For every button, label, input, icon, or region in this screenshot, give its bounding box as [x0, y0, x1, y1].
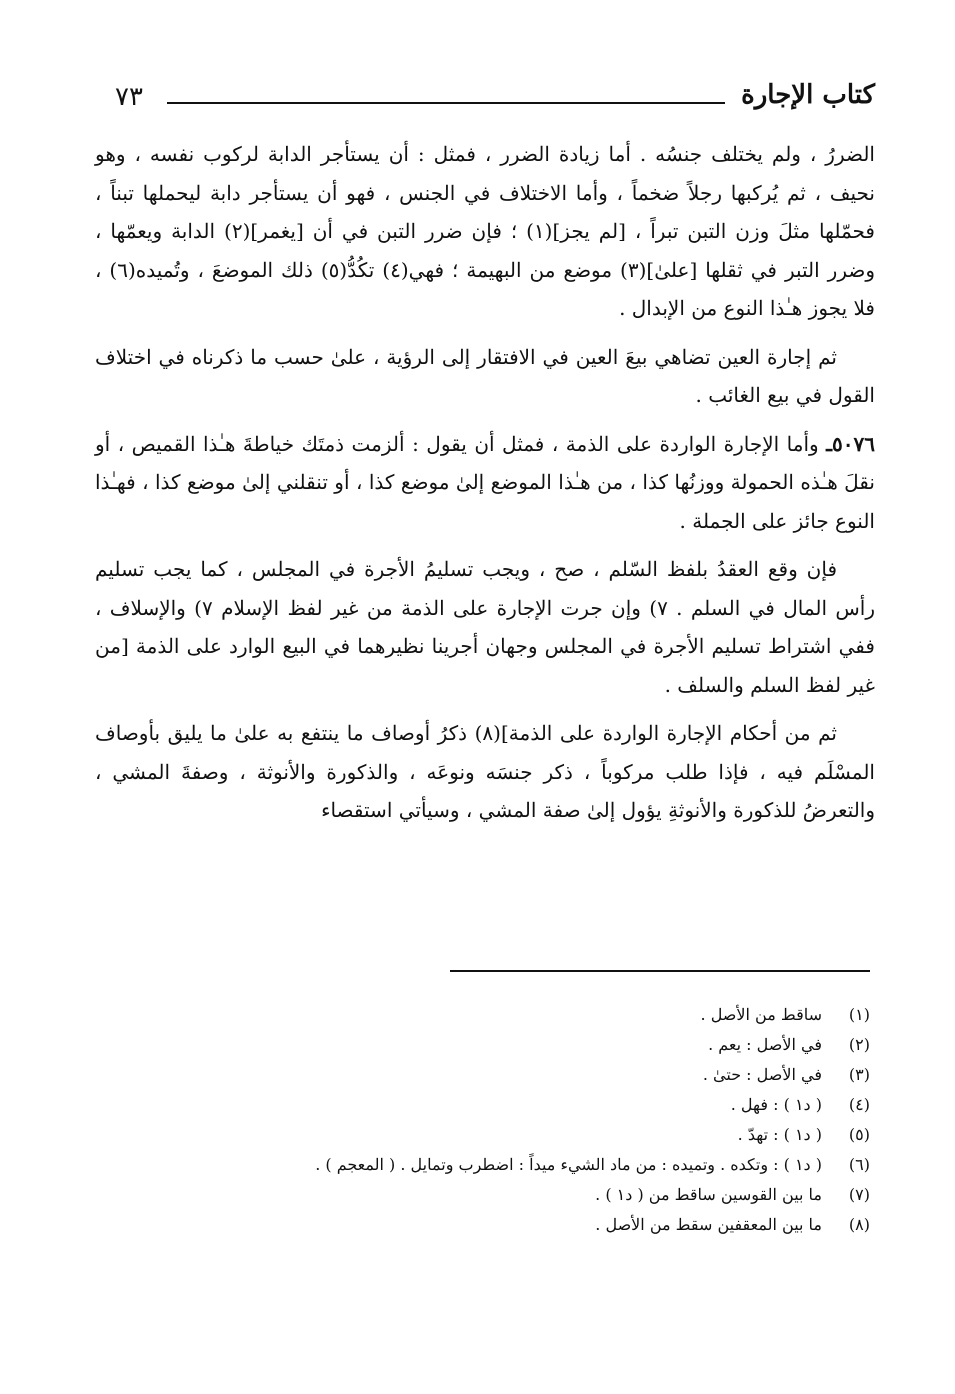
- paragraph-3: [95, 425, 875, 541]
- footnote: [170, 1060, 870, 1090]
- footnote-number: (٥): [848, 1125, 870, 1144]
- header-rule: [167, 102, 725, 104]
- book-title: كتاب الإجارة: [741, 80, 875, 110]
- footnote-text: ( د١ ) : فهل .: [730, 1095, 822, 1114]
- footnote-number: (٢): [848, 1035, 870, 1054]
- footnote: [170, 1210, 870, 1240]
- footnote-text: ما بين القوسين ساقط من ( د١ ) .: [595, 1185, 822, 1204]
- footnote-text: في الأصل : حتىٰ .: [702, 1065, 822, 1084]
- paragraph-1: الضررُ ، ولم يختلف جنسُه . أما زيادة الضرر ، فمثل : أن يستأجر الدابة لركوب نفسه ، وهو نحيف ، ثم يُركبها رجلاً ضخماً ، وأما الاختلاف في الجنس ، فهو أن يستأجر دابة ليحملها تبناً ، فحمّلها مثلَ وزن التبن تبراً ، [لم يجز](١) ؛ فإن ضرر التبن في أن [يغمر](٢) الدابة ويعمّها ، وضرر التبر في ثقلها [علىٰ](٣) موضع من البهيمة ؛ فهي(٤) تكُدُّ(٥) ذلك الموضعَ ، وتُميده(٦) ، فلا يجوز هـٰذا النوع من الإبدال .: [95, 142, 875, 320]
- page-number: ٧٣: [115, 82, 143, 112]
- footnote: [170, 1000, 870, 1030]
- footnote: [170, 1090, 870, 1120]
- footnote: [170, 1030, 870, 1060]
- footnote: [170, 1180, 870, 1210]
- footnote-number: (٤): [848, 1095, 870, 1114]
- footnote: [170, 1150, 870, 1180]
- footnote-text: ( د١ ) : وتكده . وتميده : من ماد الشيء ميداً : اضطرب وتمايل . ( المعجم ) .: [315, 1155, 822, 1174]
- footnote-number: (٦): [848, 1155, 870, 1174]
- page-header: [95, 80, 875, 124]
- paragraph-2: ثم إجارة العين تضاهي بيعَ العين في الافتقار إلى الرؤية ، علىٰ حسب ما ذكرناه في اختلاف القول في بيع الغائب .: [95, 344, 875, 407]
- paragraph-4: فإن وقع العقدُ بلفظ السّلم ، صح ، ويجب تسليمُ الأجرة في المجلس ، كما يجب تسليم رأس المال في السلم . ٧) وإن جرت الإجارة على الذمة من غير لفظ الإسلام ٧) والإسلاف ، ففي اشتراط تسليم الأجرة في المجلس وجهان أجرينا نظيرهما في البيع الوارد على الذمة [من غير لفظ السلم والسلف .: [95, 557, 875, 697]
- paragraph-3-text: وأما الإجارة الواردة على الذمة ، فمثل أن يقول : ألزمت ذمتَك خياطةَ هـٰذا القميص ، أو نقلَ هـٰذه الحمولة ووزنُها كذا ، من هـٰذا الموضع إلىٰ موضع كذا ، أو تنقلني إلىٰ موضع كذا ، فهـٰذا النوع جائز على الجملة .: [95, 431, 875, 533]
- footnote-text: ( د١ ) : تهدّ .: [737, 1125, 822, 1144]
- footnote-text: في الأصل : يعم .: [708, 1035, 822, 1054]
- footnote-number: (٣): [848, 1065, 870, 1084]
- footnote-number: (٧): [848, 1185, 870, 1204]
- footnote: [170, 1120, 870, 1150]
- section-number: ٥٠٧٦ـ: [826, 431, 875, 456]
- paragraph-5: ثم من أحكام الإجارة الواردة على الذمة](٨) ذكرُ أوصاف ما ينتفع به علىٰ ما يليق بأوصاف المسْلَم فيه ، فإذا طلب مركوباً ، ذكر جنسَه ونوعَه ، والذكورة والأنوثة ، وصفةَ المشي ، والتعرضُ للذكورة والأنوثةِ يؤول إلىٰ صفة المشي ، وسيأتي استقصاء: [95, 721, 875, 822]
- footnote-number: (١): [848, 1005, 870, 1024]
- footnote-number: (٨): [848, 1215, 870, 1234]
- footnotes: [170, 1000, 870, 1240]
- footnote-text: ما بين المعقفين سقط من الأصل .: [595, 1215, 822, 1234]
- footnote-text: ساقط من الأصل .: [700, 1005, 822, 1024]
- footnote-rule: [450, 970, 870, 972]
- main-text: [95, 135, 875, 830]
